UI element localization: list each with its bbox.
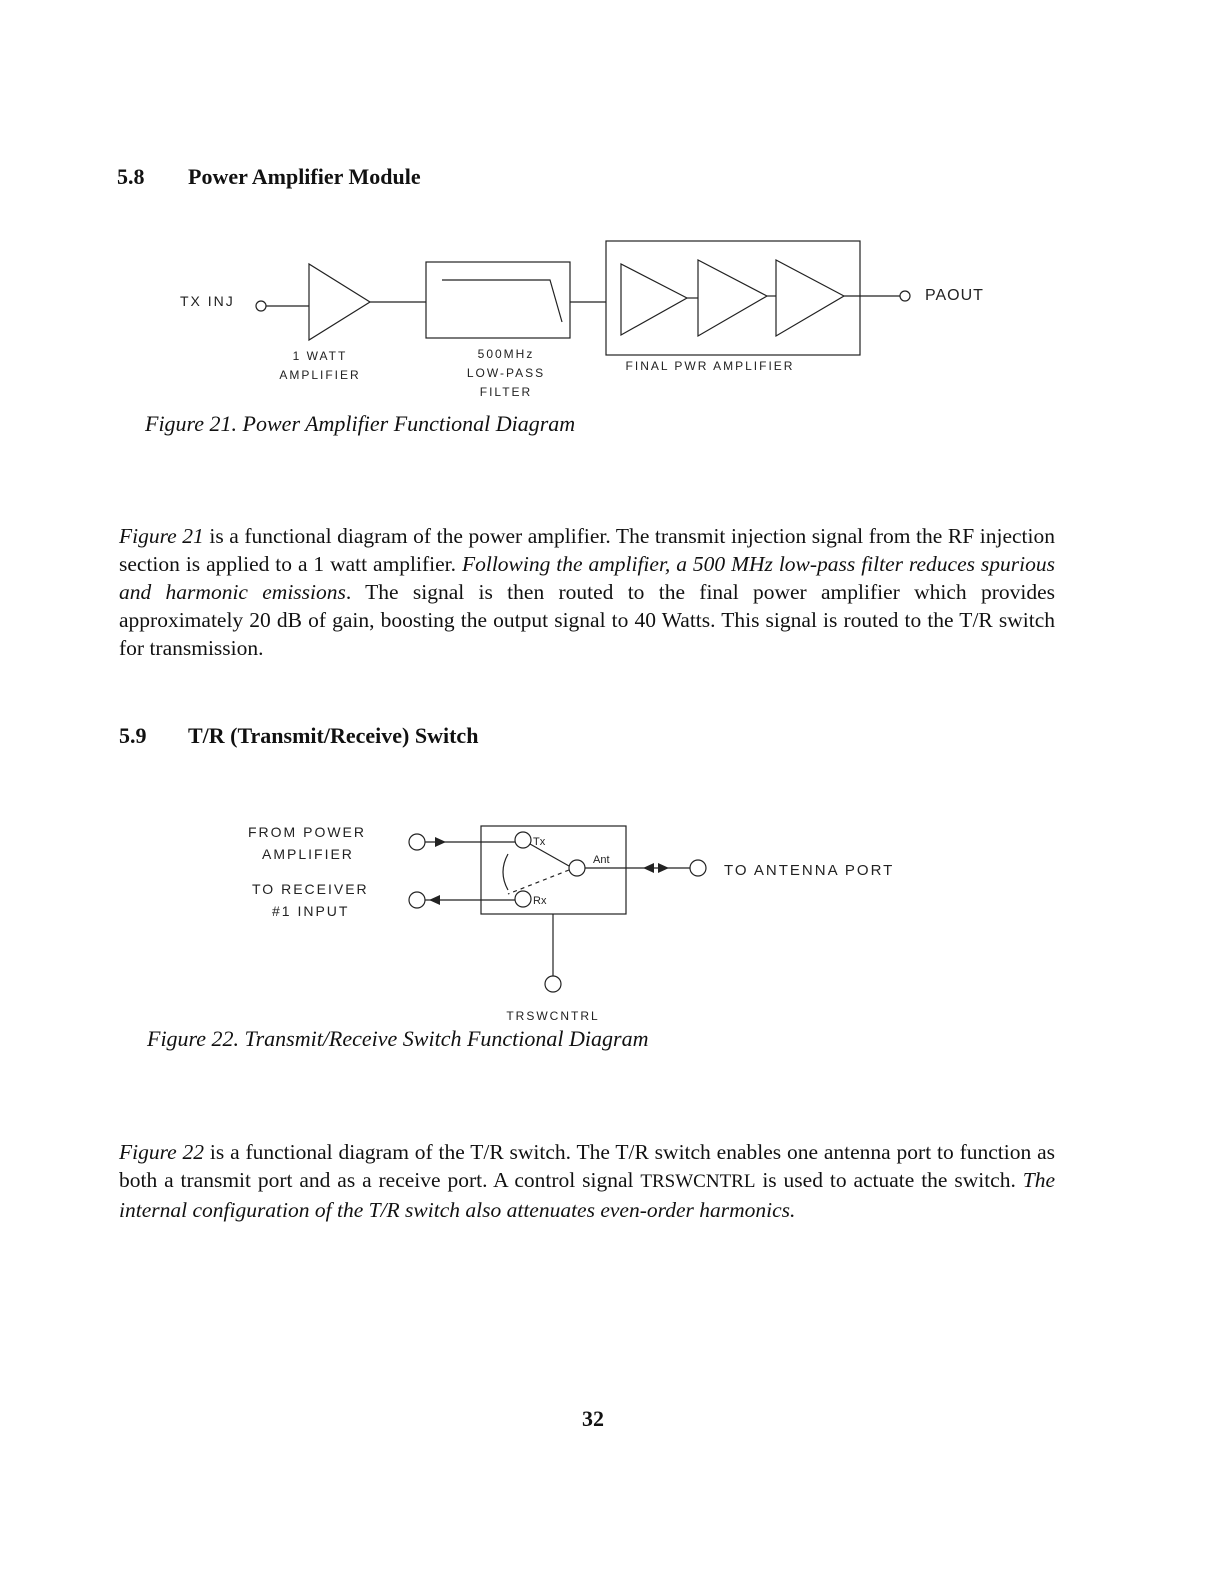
from-pa-terminal (409, 834, 425, 850)
rx-node (515, 891, 531, 907)
trswcntrl-label: TRSWCNTRL (506, 1009, 600, 1023)
section-title: T/R (Transmit/Receive) Switch (188, 723, 479, 748)
filter-label-line1: 500MHz (477, 347, 535, 361)
para1-text-b: . The signal is then routed to the final power amplifier which provides approximately 20 dB of gain, boosting the output signal to 40 Watts. This signal is routed to the T/R switch for transmission. (119, 580, 1055, 660)
to-rx-label-line2: #1 INPUT (272, 903, 350, 919)
para2-italic: The internal configuration of the T/R switch also attenuates even-order harmonics. (119, 1168, 1055, 1222)
filter-label-line3: FILTER (479, 385, 533, 399)
page-number: 32 (582, 1406, 604, 1431)
section-title: Power Amplifier Module (188, 164, 421, 189)
figure-22-diagram (240, 810, 940, 1030)
paragraph-figure-21 (119, 522, 1055, 662)
paragraph-figure-22 (119, 1138, 1055, 1224)
amp1-label-line2: AMPLIFIER (279, 368, 361, 382)
from-pa-arrow (435, 837, 446, 847)
final-amp-stage-2-symbol (698, 260, 767, 336)
tx-inj-terminal (256, 301, 266, 311)
figure-22-reference: Figure 22 (119, 1140, 205, 1164)
control-signal-name: TRSWCNTRL (640, 1171, 756, 1192)
figure-21-reference: Figure 21 (119, 524, 204, 548)
trswcntrl-terminal (545, 976, 561, 992)
to-receiver-arrow (429, 895, 440, 905)
to-antenna-label: TO ANTENNA PORT (724, 862, 895, 879)
section-number: 5.9 (119, 723, 147, 748)
from-pa-label-line2: AMPLIFIER (262, 846, 354, 862)
from-pa-label-line1: FROM POWER (248, 824, 366, 840)
paout-terminal (900, 291, 910, 301)
low-pass-filter-symbol (442, 280, 562, 322)
switch-actuation-arc (503, 854, 508, 890)
ant-node (569, 860, 585, 876)
antenna-arrow-right (658, 863, 669, 873)
final-amp-stage-3-symbol (776, 260, 844, 336)
switch-dashed-path (508, 870, 569, 894)
antenna-arrow-left (643, 863, 654, 873)
para2-text-a: is a functional diagram of the T/R switch. The T/R switch enables one antenna port to function as both a transmit port and as a receive port. A control signal (119, 1140, 1055, 1192)
rx-label: Rx (533, 895, 547, 907)
to-receiver-terminal (409, 892, 425, 908)
para1-italic: Following the amplifier, a 500 MHz low-pass filter reduces spurious and harmonic emissions (119, 552, 1055, 604)
figure-21-caption: Figure 21. Power Amplifier Functional Diagram (145, 411, 576, 436)
figure-21-diagram (170, 230, 1010, 410)
tx-node (515, 832, 531, 848)
antenna-port-terminal (690, 860, 706, 876)
section-heading-5-9 (119, 723, 478, 749)
section-heading-5-8 (117, 164, 421, 190)
one-watt-amplifier-symbol (309, 264, 370, 340)
tx-label: Tx (533, 836, 546, 848)
final-amp-stage-1-symbol (621, 264, 687, 335)
to-rx-label-line1: TO RECEIVER (252, 881, 369, 897)
para2-text-b: is used to actuate the switch. (755, 1168, 1023, 1192)
amp1-label-line1: 1 WATT (292, 349, 348, 363)
ant-label: Ant (593, 854, 610, 866)
final-amplifier-box (606, 241, 860, 355)
figure-22-caption: Figure 22. Transmit/Receive Switch Functional Diagram (147, 1026, 649, 1051)
paout-label: PAOUT (925, 287, 984, 304)
section-number: 5.8 (117, 164, 145, 189)
tx-inj-label: TX INJ (180, 293, 235, 309)
para1-text-a: is a functional diagram of the power amplifier. The transmit injection signal from the RF injection section is applied to a 1 watt amplifier. (119, 524, 1055, 576)
low-pass-filter-box (426, 262, 570, 338)
filter-label-line2: LOW-PASS (466, 366, 546, 380)
final-amp-label: FINAL PWR AMPLIFIER (625, 359, 795, 373)
